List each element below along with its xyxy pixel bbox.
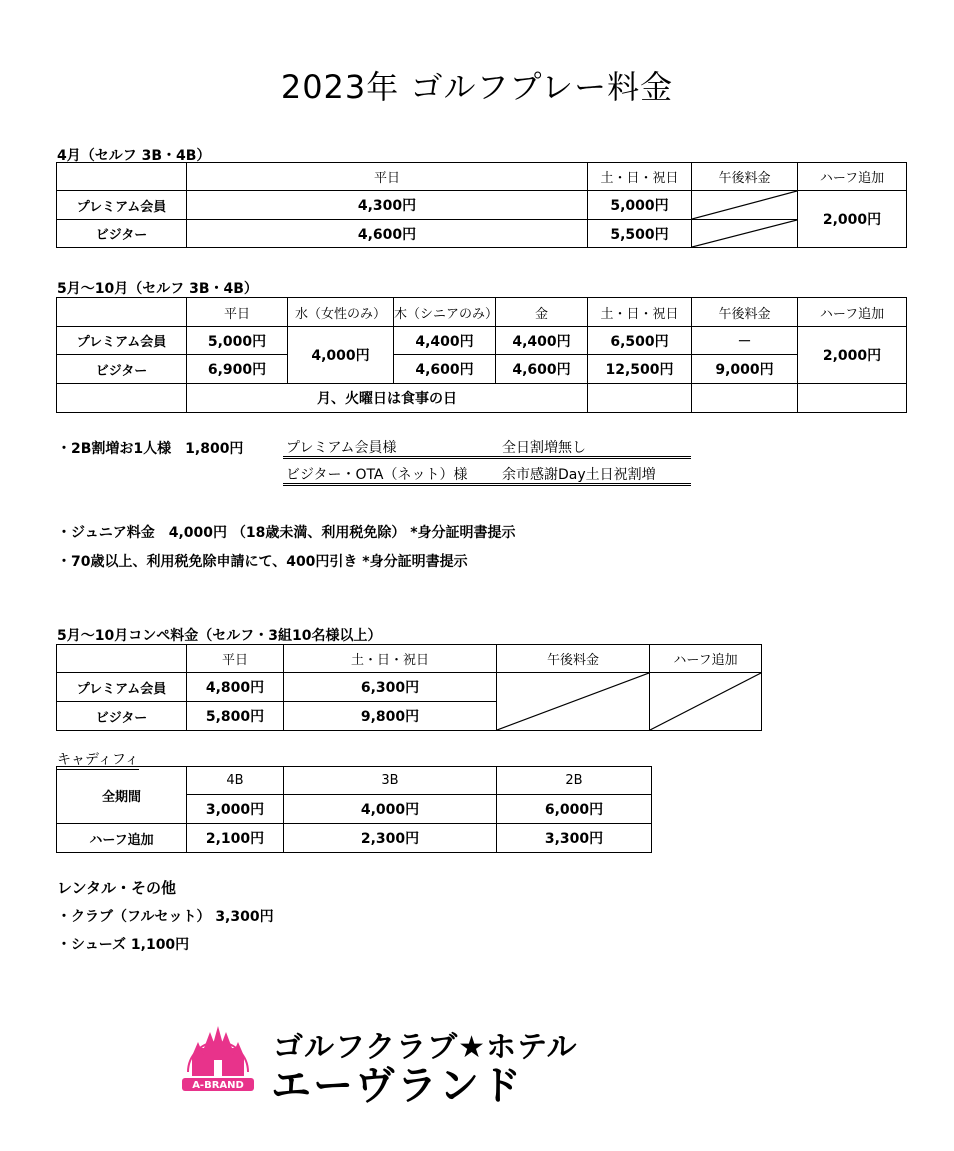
surcharge-who: プレミアム会員様: [286, 440, 397, 456]
price-cell: 4,400円: [394, 327, 496, 355]
page-title: 2023年 ゴルフプレー料金: [280, 68, 674, 106]
surcharge-row-2: [283, 463, 691, 486]
row-label: 全期間: [57, 767, 187, 824]
april-heading: 4月（セルフ 3B・4B）: [57, 148, 211, 164]
rental-item: ・シューズ 1,100円: [57, 937, 190, 953]
col-header: 土・日・祝日: [588, 298, 692, 327]
surcharge-note: 余市感謝Day土日祝割増: [502, 467, 656, 483]
rental-item: ・クラブ（フルセット） 3,300円: [57, 909, 274, 925]
meal-note: 月、火曜日は食事の日: [187, 384, 588, 413]
empty-cell: [692, 384, 798, 413]
caddie-heading: キャディフィ: [57, 749, 139, 770]
empty-slash-cell: [650, 673, 762, 731]
badge-text: A-BRAND: [192, 1080, 244, 1091]
col-header: 平日: [187, 645, 284, 673]
brand-emblem: [178, 1022, 258, 1094]
price-cell: 4,600円: [394, 355, 496, 384]
corner-cell: [57, 298, 187, 327]
surcharge-label: ・2B割増お1人様 1,800円: [57, 441, 244, 457]
mayoct-table: [56, 297, 907, 413]
caddie-table: [56, 766, 652, 853]
price-cell: 3,000円: [187, 795, 284, 824]
price-cell: 6,000円: [497, 795, 652, 824]
surcharge-note: 全日割増無し: [502, 440, 586, 456]
row-label: ビジター: [57, 355, 187, 384]
half-price-cell: 2,000円: [798, 191, 907, 248]
empty-cell: [798, 384, 907, 413]
col-header: ハーフ追加: [798, 298, 907, 327]
price-cell: 9,800円: [284, 702, 497, 731]
logo-line-1: ゴルフクラブ★ホテル: [273, 1030, 578, 1065]
empty-cell: [57, 384, 187, 413]
rental-heading: レンタル・その他: [57, 879, 177, 897]
col-header: 4B: [187, 767, 284, 795]
price-cell: 9,000円: [692, 355, 798, 384]
col-header: 午後料金: [692, 298, 798, 327]
price-cell: 4,300円: [187, 191, 588, 220]
price-cell: 2,300円: [284, 824, 497, 853]
empty-cell: [588, 384, 692, 413]
surcharge-row-1: [283, 436, 691, 459]
mayoct-heading: 5月～10月（セルフ 3B・4B）: [57, 281, 258, 297]
empty-slash-cell: [497, 673, 650, 731]
row-label: ハーフ追加: [57, 824, 187, 853]
half-price-cell: 2,000円: [798, 327, 907, 384]
col-header: 3B: [284, 767, 497, 795]
row-label: プレミアム会員: [57, 673, 187, 702]
col-header: ハーフ追加: [798, 163, 907, 191]
price-cell: 2,100円: [187, 824, 284, 853]
col-header: 木（シニアのみ）: [394, 298, 496, 327]
wed-price-cell: 4,000円: [288, 327, 394, 384]
col-header: 金: [496, 298, 588, 327]
price-cell: 4,600円: [187, 220, 588, 248]
price-cell: 12,500円: [588, 355, 692, 384]
col-header: 午後料金: [692, 163, 798, 191]
col-header: 2B: [497, 767, 652, 795]
col-header: 平日: [187, 298, 288, 327]
castle-icon: [178, 1022, 258, 1094]
col-header: 平日: [187, 163, 588, 191]
price-cell: 5,500円: [588, 220, 692, 248]
row-label: ビジター: [57, 702, 187, 731]
col-header: 水（女性のみ）: [288, 298, 394, 327]
price-cell: 6,900円: [187, 355, 288, 384]
price-cell: 4,400円: [496, 327, 588, 355]
price-cell: 4,000円: [284, 795, 497, 824]
price-cell: 6,300円: [284, 673, 497, 702]
row-label: プレミアム会員: [57, 191, 187, 220]
col-header: 午後料金: [497, 645, 650, 673]
empty-slash-cell: [692, 191, 798, 220]
price-cell: 3,300円: [497, 824, 652, 853]
row-label: ビジター: [57, 220, 187, 248]
surcharge-who: ビジター・OTA（ネット）様: [286, 467, 468, 483]
corner-cell: [57, 645, 187, 673]
col-header: 土・日・祝日: [588, 163, 692, 191]
col-header: 土・日・祝日: [284, 645, 497, 673]
senior-note: ・70歳以上、利用税免除申請にて、400円引き *身分証明書提示: [57, 554, 468, 570]
price-cell: 5,000円: [588, 191, 692, 220]
compe-table: [56, 644, 762, 731]
row-label: プレミアム会員: [57, 327, 187, 355]
price-cell: 4,600円: [496, 355, 588, 384]
col-header: ハーフ追加: [650, 645, 762, 673]
price-cell: 5,800円: [187, 702, 284, 731]
compe-heading: 5月～10月コンペ料金（セルフ・3組10名様以上）: [57, 628, 382, 644]
corner-cell: [57, 163, 187, 191]
price-cell: 4,800円: [187, 673, 284, 702]
april-table: [56, 162, 907, 248]
price-cell: －: [692, 327, 798, 355]
junior-note: ・ジュニア料金 4,000円 （18歳未満、利用税免除） *身分証明書提示: [57, 525, 516, 541]
empty-slash-cell: [692, 220, 798, 248]
logo-line-2: エーヴランド: [271, 1063, 523, 1109]
price-cell: 6,500円: [588, 327, 692, 355]
price-cell: 5,000円: [187, 327, 288, 355]
